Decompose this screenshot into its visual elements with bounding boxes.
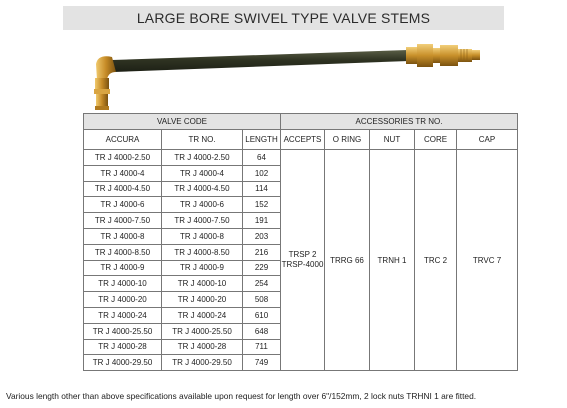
footnote: Various length other than above specifications available upon request for length over 6"/152mm, 2 lock nuts TRHNI 1 are fitted. xyxy=(6,391,477,401)
accura-cell: TR J 4000-9 xyxy=(84,260,162,276)
accepts-line-2: TRSP-4000 xyxy=(281,260,324,270)
accepts-cell xyxy=(281,150,325,371)
length-cell: 711 xyxy=(243,339,281,355)
accura-cell: TR J 4000-29.50 xyxy=(84,355,162,371)
core-cell: TRC 2 xyxy=(415,150,457,371)
col-header-accura: ACCURA xyxy=(84,130,162,150)
tr-no-cell: TR J 4000-29.50 xyxy=(162,355,243,371)
valve-code-group-header: VALVE CODE xyxy=(84,114,281,130)
length-cell: 508 xyxy=(243,292,281,308)
col-header-core: CORE xyxy=(415,130,457,150)
accura-cell: TR J 4000-20 xyxy=(84,292,162,308)
tr-no-cell: TR J 4000-7.50 xyxy=(162,213,243,229)
accura-cell: TR J 4000-25.50 xyxy=(84,323,162,339)
tr-no-cell: TR J 4000-9 xyxy=(162,260,243,276)
o-ring-cell: TRRG 66 xyxy=(325,150,370,371)
accura-cell: TR J 4000-6 xyxy=(84,197,162,213)
accura-cell: TR J 4000-7.50 xyxy=(84,213,162,229)
length-cell: 648 xyxy=(243,323,281,339)
length-cell: 229 xyxy=(243,260,281,276)
tr-no-cell: TR J 4000-8 xyxy=(162,228,243,244)
tr-no-cell: TR J 4000-2.50 xyxy=(162,150,243,166)
valve-stem-image xyxy=(90,34,490,114)
col-header-length: LENGTH xyxy=(243,130,281,150)
length-cell: 203 xyxy=(243,228,281,244)
length-cell: 102 xyxy=(243,165,281,181)
tr-no-cell: TR J 4000-20 xyxy=(162,292,243,308)
tr-no-cell: TR J 4000-4.50 xyxy=(162,181,243,197)
cap-cell: TRVC 7 xyxy=(457,150,518,371)
col-header-o-ring: O RING xyxy=(325,130,370,150)
tr-no-cell: TR J 4000-25.50 xyxy=(162,323,243,339)
table-row xyxy=(84,150,518,166)
length-cell: 216 xyxy=(243,244,281,260)
accura-cell: TR J 4000-4 xyxy=(84,165,162,181)
col-header-cap: CAP xyxy=(457,130,518,150)
accura-cell: TR J 4000-8.50 xyxy=(84,244,162,260)
length-cell: 191 xyxy=(243,213,281,229)
accepts-line-1: TRSP 2 xyxy=(288,250,317,260)
accura-cell: TR J 4000-2.50 xyxy=(84,150,162,166)
tr-no-cell: TR J 4000-6 xyxy=(162,197,243,213)
accura-cell: TR J 4000-10 xyxy=(84,276,162,292)
length-cell: 152 xyxy=(243,197,281,213)
accura-cell: TR J 4000-8 xyxy=(84,228,162,244)
accessories-group-header: ACCESSORIES TR NO. xyxy=(281,114,518,130)
length-cell: 254 xyxy=(243,276,281,292)
nut-cell: TRNH 1 xyxy=(370,150,415,371)
tr-no-cell: TR J 4000-4 xyxy=(162,165,243,181)
length-cell: 749 xyxy=(243,355,281,371)
tr-no-cell: TR J 4000-24 xyxy=(162,307,243,323)
length-cell: 64 xyxy=(243,150,281,166)
tr-no-cell: TR J 4000-28 xyxy=(162,339,243,355)
page-title: LARGE BORE SWIVEL TYPE VALVE STEMS xyxy=(63,6,504,30)
accura-cell: TR J 4000-4.50 xyxy=(84,181,162,197)
col-header-accepts: ACCEPTS xyxy=(281,130,325,150)
length-cell: 610 xyxy=(243,307,281,323)
tr-no-cell: TR J 4000-10 xyxy=(162,276,243,292)
length-cell: 114 xyxy=(243,181,281,197)
accura-cell: TR J 4000-24 xyxy=(84,307,162,323)
col-header-nut: NUT xyxy=(370,130,415,150)
tr-no-cell: TR J 4000-8.50 xyxy=(162,244,243,260)
col-header-tr-no: TR NO. xyxy=(162,130,243,150)
valve-stem-table xyxy=(83,113,518,371)
accura-cell: TR J 4000-28 xyxy=(84,339,162,355)
